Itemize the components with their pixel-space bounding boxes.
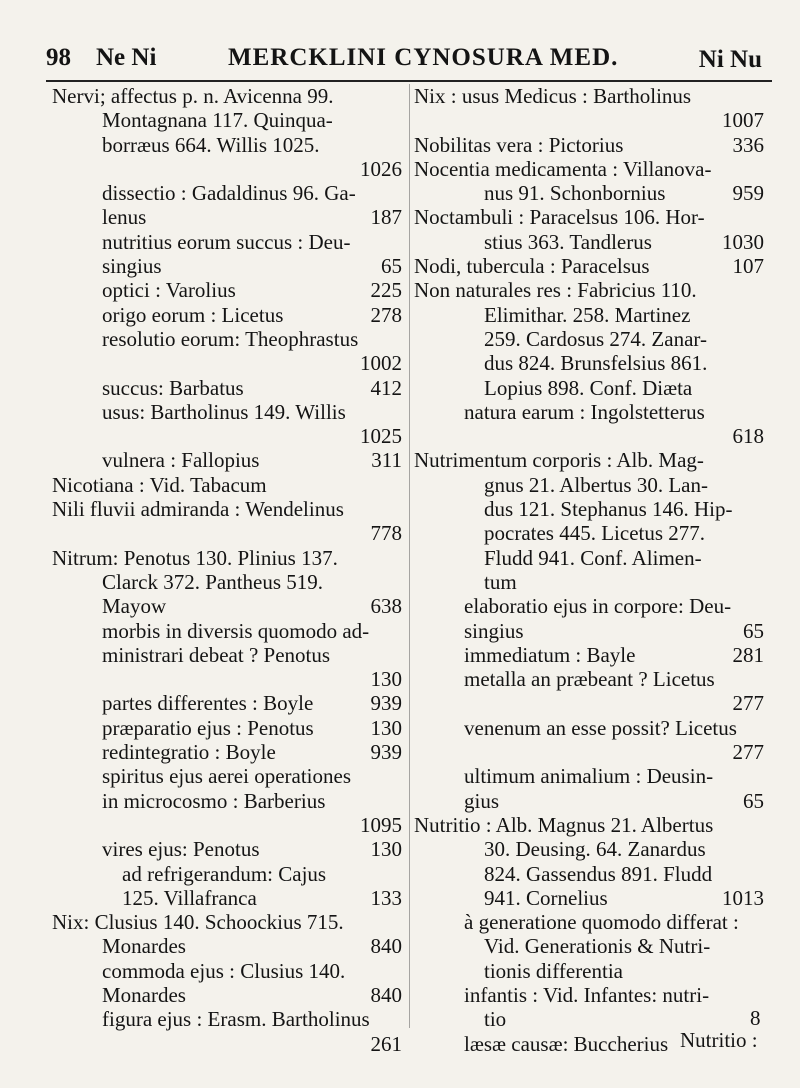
index-entry-line (414, 983, 764, 1007)
entry-text: Monardes (102, 982, 186, 1007)
index-entry-line (52, 716, 402, 740)
entry-text: ministrari debeat ? Penotus (102, 642, 331, 667)
page-reference: 107 (732, 254, 764, 279)
page-reference: 840 (370, 982, 402, 1007)
page-reference: 225 (370, 278, 402, 303)
index-entry-line (52, 1007, 402, 1031)
index-entry-line (52, 448, 402, 472)
index-entry-line (52, 619, 402, 643)
index-entry-line (414, 400, 764, 424)
entry-text: Vid. Generationis & Nutri- (484, 934, 711, 959)
entry-text: elaboratio ejus in corpore: Deu- (464, 594, 732, 619)
entry-text: ultimum animalium : Deusin- (464, 764, 714, 789)
entry-text: Montagnana 117. Quinqua- (102, 108, 333, 133)
page-reference: 65 (743, 618, 764, 643)
entry-text: Nobilitas vera : Pictorius (414, 132, 624, 157)
index-entry-line (52, 521, 402, 545)
entry-text: Elimithar. 258. Martinez (484, 302, 691, 327)
index-entry-line (414, 959, 764, 983)
entry-text: præparatio ejus : Penotus (102, 715, 314, 740)
entry-text: in microcosmo : Barberius (102, 788, 326, 813)
index-entry-line (52, 205, 402, 229)
page-reference: 65 (743, 788, 764, 813)
page-reference: 1025 (360, 424, 402, 449)
entry-text: Nocentia medicamenta : Villanova- (414, 156, 712, 181)
index-entry-line (414, 521, 764, 545)
page-reference: 959 (732, 181, 764, 206)
index-entry-line (414, 157, 764, 181)
page-reference: 1013 (722, 885, 764, 910)
page-reference: 412 (370, 375, 402, 400)
running-header (46, 40, 772, 82)
entry-text: Nutrimentum corporis : Alb. Mag- (414, 448, 704, 473)
entry-text: pocrates 445. Licetus 277. (484, 521, 706, 546)
entry-text: lenus (102, 205, 147, 230)
index-entry-line (414, 254, 764, 278)
index-entry-line (414, 789, 764, 813)
entry-text: stius 363. Tandlerus (484, 229, 652, 254)
index-entry-line (52, 473, 402, 497)
page-reference: 1002 (360, 351, 402, 376)
index-entry-line (414, 667, 764, 691)
index-entry-line (52, 667, 402, 691)
index-entry-line (414, 813, 764, 837)
index-entry-line (52, 789, 402, 813)
index-entry-line (52, 181, 402, 205)
entry-text: Nitrum: Penotus 130. Plinius 137. (52, 545, 338, 570)
entry-text: venenum an esse possit? Licetus (464, 715, 737, 740)
entry-text: dissectio : Gadaldinus 96. Ga- (102, 181, 356, 206)
left-guide-words: Ne Ni (96, 44, 157, 71)
entry-text: ad refrigerandum: Cajus (122, 861, 327, 886)
column-divider (409, 84, 410, 1028)
index-entry-line (52, 813, 402, 837)
entry-text: optici : Varolius (102, 278, 236, 303)
right-column (414, 84, 764, 1056)
entry-text: nus 91. Schonbornius (484, 181, 666, 206)
entry-text: borræus 664. Willis 1025. (102, 132, 320, 157)
index-entry-line (414, 448, 764, 472)
entry-text: spiritus ejus aerei operationes (102, 764, 352, 789)
entry-text: partes differentes : Boyle (102, 691, 314, 716)
index-entry-line (414, 303, 764, 327)
entry-text: Nutritio : Alb. Magnus 21. Albertus (414, 812, 714, 837)
index-entry-line (414, 497, 764, 521)
entry-text: Clarck 372. Pantheus 519. (102, 569, 324, 594)
entry-text: Mayow (102, 594, 167, 619)
page-reference: 778 (370, 521, 402, 546)
entry-text: gnus 21. Albertus 30. Lan- (484, 472, 708, 497)
running-title: MERCKLINI CYNOSURA MED. (228, 44, 619, 71)
entry-text: Nix: Clusius 140. Schoockius 715. (52, 910, 344, 935)
page-reference: 638 (370, 594, 402, 619)
page-reference: 130 (370, 715, 402, 740)
index-entry-line (414, 594, 764, 618)
entry-text: natura earum : Ingolstetterus (464, 399, 705, 424)
entry-text: morbis in diversis quomodo ad- (102, 618, 370, 643)
entry-text: usus: Bartholinus 149. Willis (102, 399, 346, 424)
entry-text: Nicotiana : Vid. Tabacum (52, 472, 267, 497)
entry-text: Monardes (102, 934, 186, 959)
index-entry-line (414, 327, 764, 351)
page-reference: 277 (732, 740, 764, 765)
page-reference: 1030 (722, 229, 764, 254)
index-entry-line (52, 230, 402, 254)
entry-text: Noctambuli : Paracelsus 106. Hor- (414, 205, 705, 230)
entry-text: tionis differentia (484, 958, 623, 983)
entry-text: dus 121. Stephanus 146. Hip- (484, 497, 733, 522)
entry-text: resolutio eorum: Theophrastus (102, 326, 359, 351)
page-reference: 1026 (360, 156, 402, 181)
index-entry-line (52, 764, 402, 788)
index-entry-line (52, 837, 402, 861)
index-entry-line (414, 691, 764, 715)
entry-text: singius (102, 254, 162, 279)
page-reference: 840 (370, 934, 402, 959)
index-entry-line (52, 278, 402, 302)
index-entry-line (52, 1032, 402, 1056)
index-entry-line (52, 959, 402, 983)
index-entry-line (414, 351, 764, 375)
index-entry-line (52, 84, 402, 108)
index-entry-line (414, 837, 764, 861)
entry-text: immediatum : Bayle (464, 642, 636, 667)
index-entry-line (414, 278, 764, 302)
entry-text: læsæ causæ: Buccherius (464, 1031, 669, 1056)
page-reference: 187 (370, 205, 402, 230)
page-reference: 281 (732, 642, 764, 667)
index-entry-line (52, 133, 402, 157)
entry-text: Lopius 898. Conf. Diæta (484, 375, 693, 400)
index-entry-line (52, 254, 402, 278)
entry-text: 259. Cardosus 274. Zanar- (484, 326, 707, 351)
index-entry-line (414, 84, 764, 108)
page-reference: 618 (732, 424, 764, 449)
index-entry-line (52, 934, 402, 958)
entry-text: Fludd 941. Conf. Alimen- (484, 545, 702, 570)
index-entry-line (52, 424, 402, 448)
entry-text: 824. Gassendus 891. Fludd (484, 861, 713, 886)
entry-text: 125. Villafranca (122, 885, 257, 910)
index-entry-line (52, 546, 402, 570)
entry-text: vires ejus: Penotus (102, 837, 260, 862)
index-entry-line (52, 351, 402, 375)
index-entry-line (414, 133, 764, 157)
index-entry-line (414, 764, 764, 788)
index-entry-line (52, 497, 402, 521)
entry-text: figura ejus : Erasm. Bartholinus (102, 1007, 370, 1032)
entry-text: 941. Cornelius (484, 885, 608, 910)
index-entry-line (414, 716, 764, 740)
entry-text: Nix : usus Medicus : Bartholinus (414, 84, 692, 108)
index-entry-line (52, 910, 402, 934)
entry-text: succus: Barbatus (102, 375, 244, 400)
entry-text: Nodi, tubercula : Paracelsus (414, 254, 650, 279)
index-entry-line (52, 570, 402, 594)
index-entry-line (52, 594, 402, 618)
index-entry-line (414, 108, 764, 132)
entry-text: infantis : Vid. Infantes: nutri- (464, 982, 710, 1007)
page-reference: 133 (370, 885, 402, 910)
page-reference: 336 (732, 132, 764, 157)
page-reference: 130 (370, 837, 402, 862)
entry-text: Non naturales res : Fabricius 110. (414, 278, 697, 303)
index-entry-line (414, 934, 764, 958)
entry-text: singius (464, 618, 524, 643)
index-entry-line (52, 327, 402, 351)
index-entry-line (414, 643, 764, 667)
entry-text: nutritius eorum succus : Deu- (102, 229, 351, 254)
index-entry-line (52, 400, 402, 424)
index-entry-line (52, 740, 402, 764)
index-entry-line (414, 570, 764, 594)
page-reference: 939 (370, 740, 402, 765)
page-reference: 277 (732, 691, 764, 716)
page-reference: 939 (370, 691, 402, 716)
index-entry-line (414, 910, 764, 934)
entry-text: 30. Deusing. 64. Zanardus (484, 837, 706, 862)
index-entry-line (52, 303, 402, 327)
entry-text: commoda ejus : Clusius 140. (102, 958, 346, 983)
page-reference: 130 (370, 667, 402, 692)
entry-text: à generatione quomodo differat : (464, 910, 739, 935)
index-entry-line (52, 157, 402, 181)
index-entry-line (52, 643, 402, 667)
entry-text: tio (484, 1007, 507, 1032)
index-entry-line (414, 886, 764, 910)
index-entry-line (414, 205, 764, 229)
index-entry-line (52, 983, 402, 1007)
page-reference: 311 (371, 448, 402, 473)
entry-text: origo eorum : Licetus (102, 302, 284, 327)
entry-text: vulnera : Fallopius (102, 448, 260, 473)
right-guide-words: Ni Nu (698, 46, 762, 73)
index-entry-line (414, 546, 764, 570)
index-entry-line (414, 862, 764, 886)
signature-mark: 8 (750, 1006, 761, 1030)
index-entry-line (414, 424, 764, 448)
entry-text: metalla an præbeant ? Licetus (464, 667, 715, 692)
index-entry-line (414, 230, 764, 254)
entry-text: gius (464, 788, 500, 813)
entry-text: redintegratio : Boyle (102, 740, 276, 765)
index-entry-line (52, 862, 402, 886)
index-entry-line (52, 108, 402, 132)
page-reference: 65 (381, 254, 402, 279)
page-reference: 1007 (722, 108, 764, 133)
index-entry-line (414, 619, 764, 643)
left-column (52, 84, 402, 1056)
index-entry-line (414, 740, 764, 764)
index-entry-line (414, 376, 764, 400)
index-entry-line (414, 181, 764, 205)
entry-text: tum (484, 569, 517, 594)
page-reference: 1095 (360, 812, 402, 837)
index-entry-line (52, 376, 402, 400)
index-entry-line (52, 691, 402, 715)
index-entry-line (52, 886, 402, 910)
page-reference: 278 (370, 302, 402, 327)
page-reference: 261 (370, 1031, 402, 1056)
page-number: 98 (46, 44, 71, 71)
entry-text: dus 824. Brunsfelsius 861. (484, 351, 708, 376)
catchword: Nutritio : (680, 1028, 758, 1052)
index-entry-line (414, 473, 764, 497)
entry-text: Nili fluvii admiranda : Wendelinus (52, 497, 344, 522)
entry-text: Nervi; affectus p. n. Avicenna 99. (52, 84, 334, 108)
